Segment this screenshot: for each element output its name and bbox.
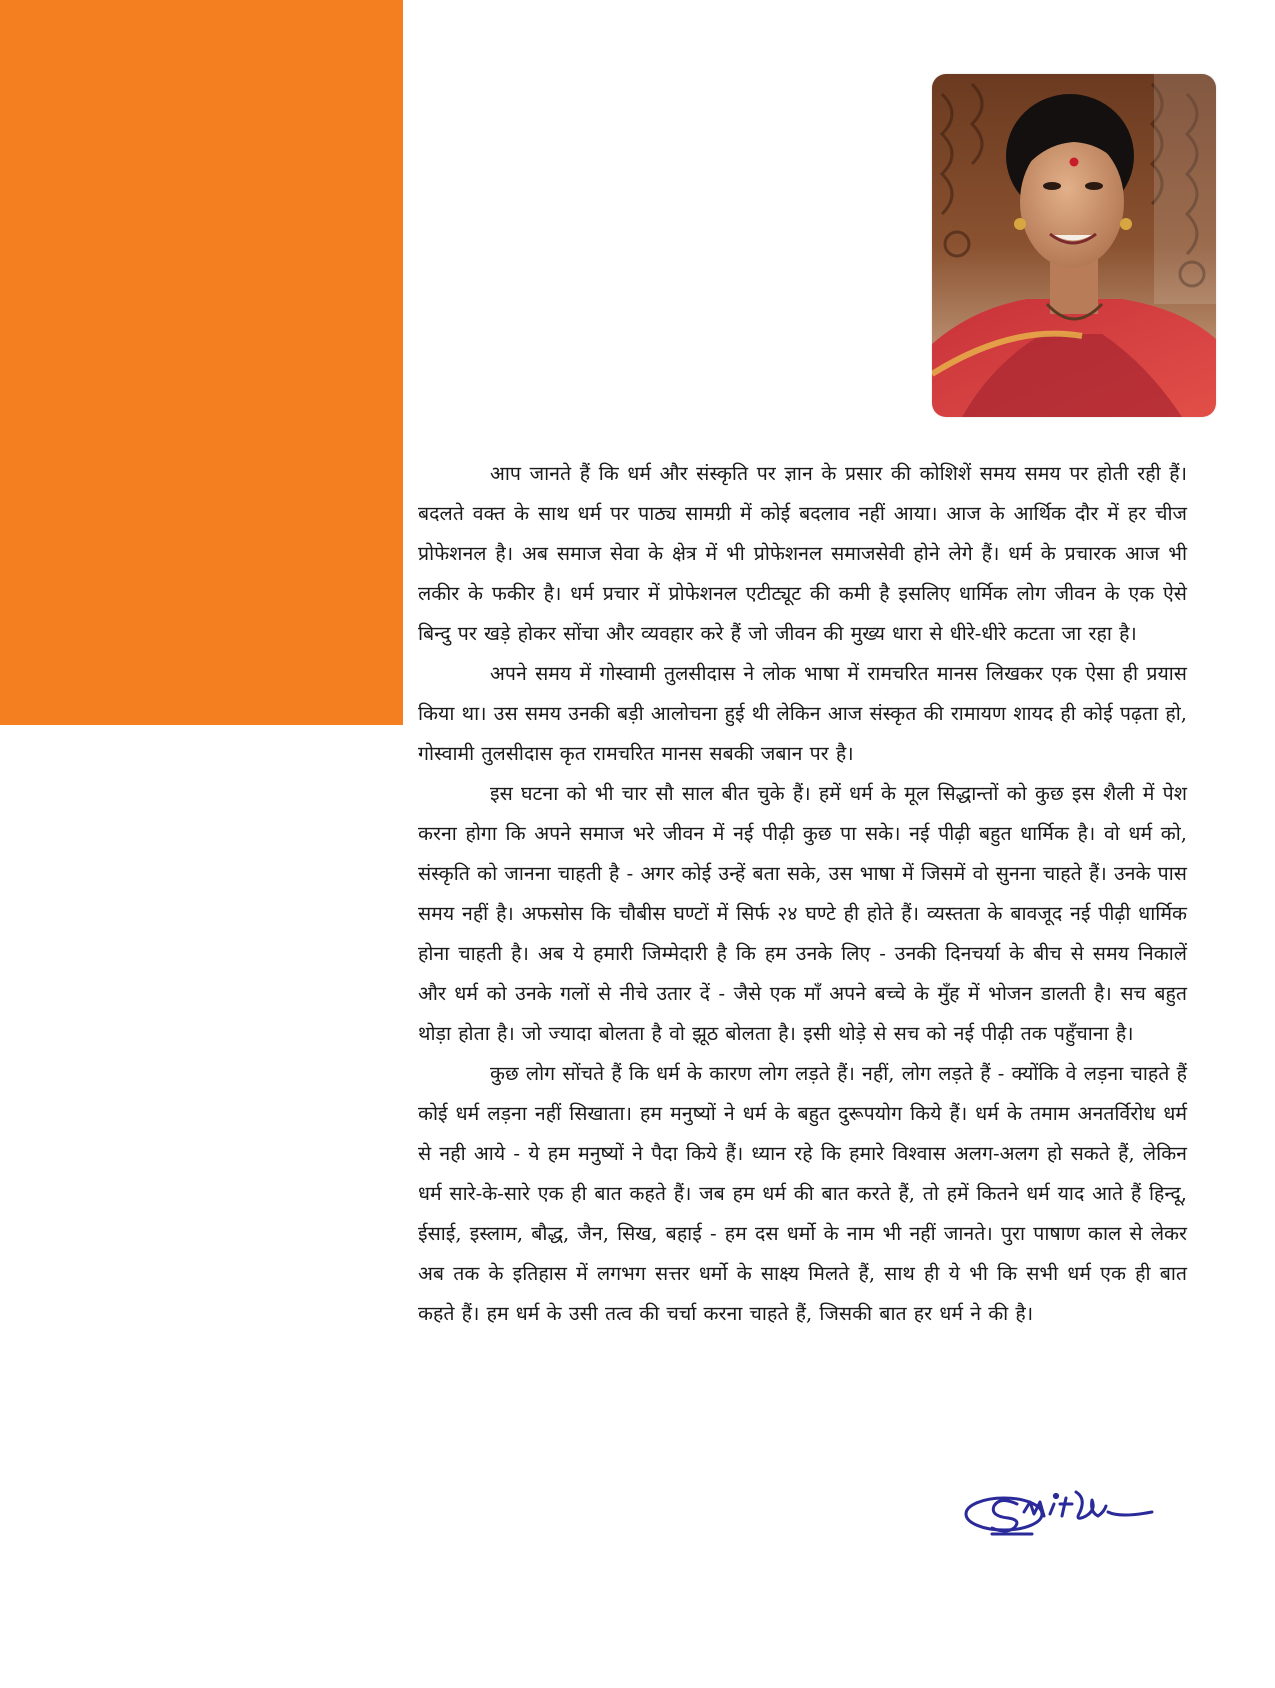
- author-signature: [962, 1472, 1162, 1542]
- author-portrait: [932, 74, 1216, 417]
- paragraph: आप जानते हैं कि धर्म और संस्कृति पर ज्ञान के प्रसार की कोशिशें समय समय पर होती रही हैं। बदलते वक्त के साथ धर्म पर पाठ्य सामग्री में कोई बदलाव नहीं आया। आज के आर्थिक दौर में हर चीज प्रोफेशनल है। अब समाज सेवा के क्षेत्र में भी प्रोफेशनल समाजसेवी होने लेगे हैं। धर्म के प्रचारक आज भी लकीर के फकीर है। धर्म प्रचार में प्रोफेशनल एटीट्यूट की कमी है इसलिए धार्मिक लोग जीवन के एक ऐसे बिन्दु पर खड़े होकर सोंचा और व्यवहार करे हैं जो जीवन की मुख्य धारा से धीरे-धीरे कटता जा रहा है।: [418, 462, 1187, 645]
- paragraph: कुछ लोग सोंचते हैं कि धर्म के कारण लोग लड़ते हैं। नहीं, लोग लड़ते हैं - क्योंकि वे लड़ना चाहते हैं कोई धर्म लड़ना नहीं सिखाता। हम मनुष्यों ने धर्म के बहुत दुरूपयोग किये हैं। धर्म के तमाम अनतर्विरोध धर्म से नही आये - ये हम मनुष्यों ने पैदा किये हैं। ध्यान रहे कि हमारे विश्वास अलग-अलग हो सकते हैं, लेकिन धर्म सारे-के-सारे एक ही बात कहते हैं। जब हम धर्म की बात करते हैं, तो हमें कितने धर्म याद आते हैं हिन्दू, ईसाई, इस्लाम, बौद्ध, जैन, सिख, बहाई - हम दस धर्मो के नाम भी नहीं जानते। पुरा पाषाण काल से लेकर अब तक के इतिहास में लगभग सत्तर धर्मो के साक्ष्य मिलते हैं, साथ ही ये भी कि सभी धर्म एक ही बात कहते हैं। हम धर्म के उसी तत्व की चर्चा करना चाहते हैं, जिसकी बात हर धर्म ने की है।: [418, 1062, 1187, 1325]
- portrait-photo-icon: [932, 74, 1216, 417]
- paragraph: अपने समय में गोस्वामी तुलसीदास ने लोक भाषा में रामचरित मानस लिखकर एक ऐसा ही प्रयास किया था। उस समय उनकी बड़ी आलोचना हुई थी लेकिन आज संस्कृत की रामायण शायद ही कोई पढ़ता हो, गोस्वामी तुलसीदास कृत रामचरित मानस सबकी जबान पर है।: [418, 662, 1187, 765]
- signature-icon: [962, 1472, 1162, 1542]
- paragraph: इस घटना को भी चार सौ साल बीत चुके हैं। हमें धर्म के मूल सिद्धान्तों को कुछ इस शैली में पेश करना होगा कि अपने समाज भरे जीवन में नई पीढ़ी कुछ पा सके। नई पीढ़ी बहुत धार्मिक है। वो धर्म को, संस्कृति को जानना चाहती है - अगर कोई उन्हें बता सके, उस भाषा में जिसमें वो सुनना चाहते हैं। उनके पास समय नहीं है। अफसोस कि चौबीस घण्टों में सिर्फ २४ घण्टे ही होते हैं। व्यस्तता के बावजूद नई पीढ़ी धार्मिक होना चाहती है। अब ये हमारी जिम्मेदारी है कि हम उनके लिए - उनकी दिनचर्या के बीच से समय निकालें और धर्म को उनके गलों से नीचे उतार दें - जैसे एक माँ अपने बच्चे के मुँह में भोजन डालती है। सच बहुत थोड़ा होता है। जो ज्यादा बोलता है वो झूठ बोलता है। इसी थोड़े से सच को नई पीढ़ी तक पहुँचाना है।: [418, 782, 1187, 1045]
- article-body: [418, 454, 1187, 1334]
- orange-accent-block: [0, 0, 403, 725]
